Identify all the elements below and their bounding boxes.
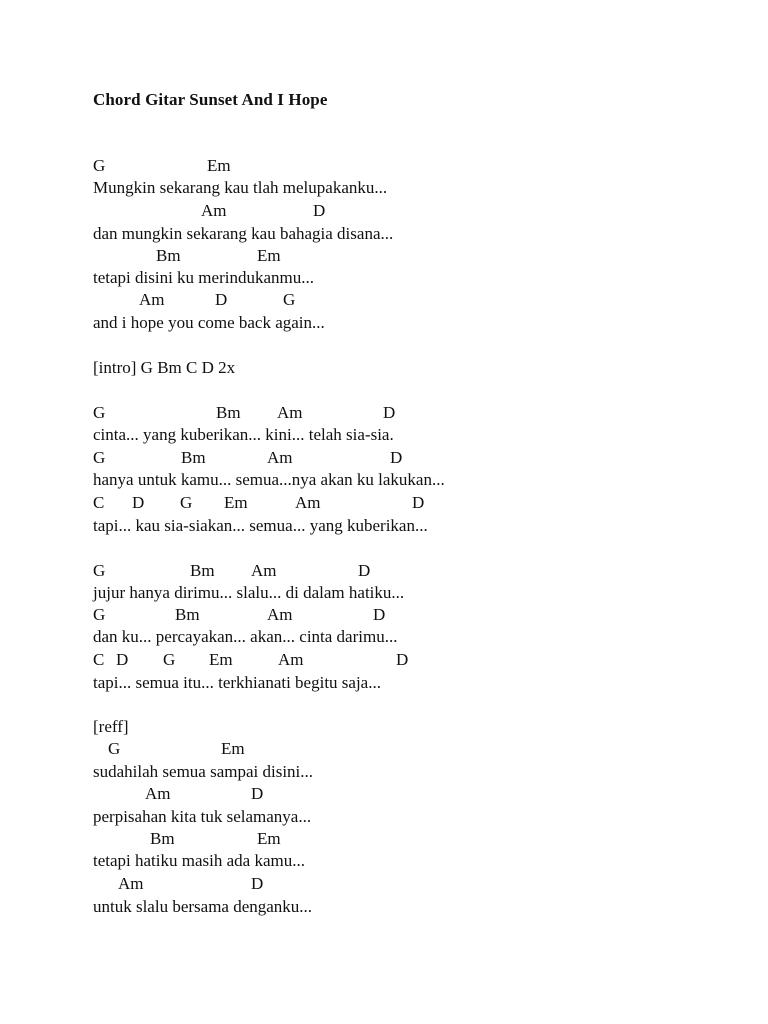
lyric-line: tetapi disini ku merindukanmu...	[93, 268, 314, 287]
chord: Em	[207, 156, 231, 175]
chord: Am	[139, 290, 165, 309]
chord: G	[93, 605, 106, 624]
lyric-line: perpisahan kita tuk selamanya...	[93, 807, 312, 826]
chord: G	[108, 739, 121, 758]
lyric-line: and i hope you come back again...	[93, 313, 325, 332]
chord: C	[93, 493, 105, 512]
chord: Am	[201, 201, 227, 220]
chord: Bm	[150, 829, 175, 848]
chord: Am	[295, 493, 321, 512]
chord: C	[93, 650, 105, 669]
chord: G	[283, 290, 296, 309]
chord: Bm	[181, 448, 206, 467]
chord: G	[93, 561, 106, 580]
chord: D	[383, 403, 396, 422]
chord: Em	[209, 650, 233, 669]
chord: Em	[224, 493, 248, 512]
chord: D	[215, 290, 228, 309]
section-label-reff: [reff]	[93, 717, 129, 736]
lyric-line: cinta... yang kuberikan... kini... telah sia-sia.	[93, 425, 394, 444]
chord: D	[251, 874, 264, 893]
chord: D	[412, 493, 425, 512]
chord: D	[396, 650, 409, 669]
chord: Am	[267, 448, 293, 467]
chord: Am	[278, 650, 304, 669]
chord: G	[93, 403, 106, 422]
chord: Bm	[175, 605, 200, 624]
chord: G	[180, 493, 193, 512]
lyric-line: hanya untuk kamu... semua...nya akan ku lakukan...	[93, 470, 445, 489]
chord: Am	[118, 874, 144, 893]
lyric-line: Mungkin sekarang kau tlah melupakanku...	[93, 178, 388, 197]
chord: D	[251, 784, 264, 803]
chord: Am	[277, 403, 303, 422]
chord: Bm	[216, 403, 241, 422]
chord: G	[93, 448, 106, 467]
section-label-intro: [intro] G Bm C D 2x	[93, 358, 236, 377]
chord: Em	[257, 246, 281, 265]
chord: Am	[267, 605, 293, 624]
chord: Bm	[190, 561, 215, 580]
chord: D	[116, 650, 129, 669]
lyric-line: jujur hanya dirimu... slalu... di dalam hatiku...	[93, 583, 405, 602]
chord: Am	[145, 784, 171, 803]
chord: G	[93, 156, 106, 175]
lyric-line: tetapi hatiku masih ada kamu...	[93, 851, 305, 870]
lyric-line: dan mungkin sekarang kau bahagia disana...	[93, 224, 394, 243]
chord: D	[358, 561, 371, 580]
chord: G	[163, 650, 176, 669]
chord: D	[390, 448, 403, 467]
chord: D	[373, 605, 386, 624]
chord: D	[132, 493, 145, 512]
lyric-line: tapi... semua itu... terkhianati begitu saja...	[93, 673, 381, 692]
chord: Bm	[156, 246, 181, 265]
document-title: Chord Gitar Sunset And I Hope	[93, 90, 328, 109]
lyric-line: untuk slalu bersama denganku...	[93, 897, 313, 916]
lyric-line: dan ku... percayakan... akan... cinta darimu...	[93, 627, 398, 646]
lyric-line: tapi... kau sia-siakan... semua... yang kuberikan...	[93, 516, 428, 535]
chord: Em	[221, 739, 245, 758]
chord: Em	[257, 829, 281, 848]
chord: D	[313, 201, 326, 220]
chord: Am	[251, 561, 277, 580]
lyric-line: sudahilah semua sampai disini...	[93, 762, 314, 781]
